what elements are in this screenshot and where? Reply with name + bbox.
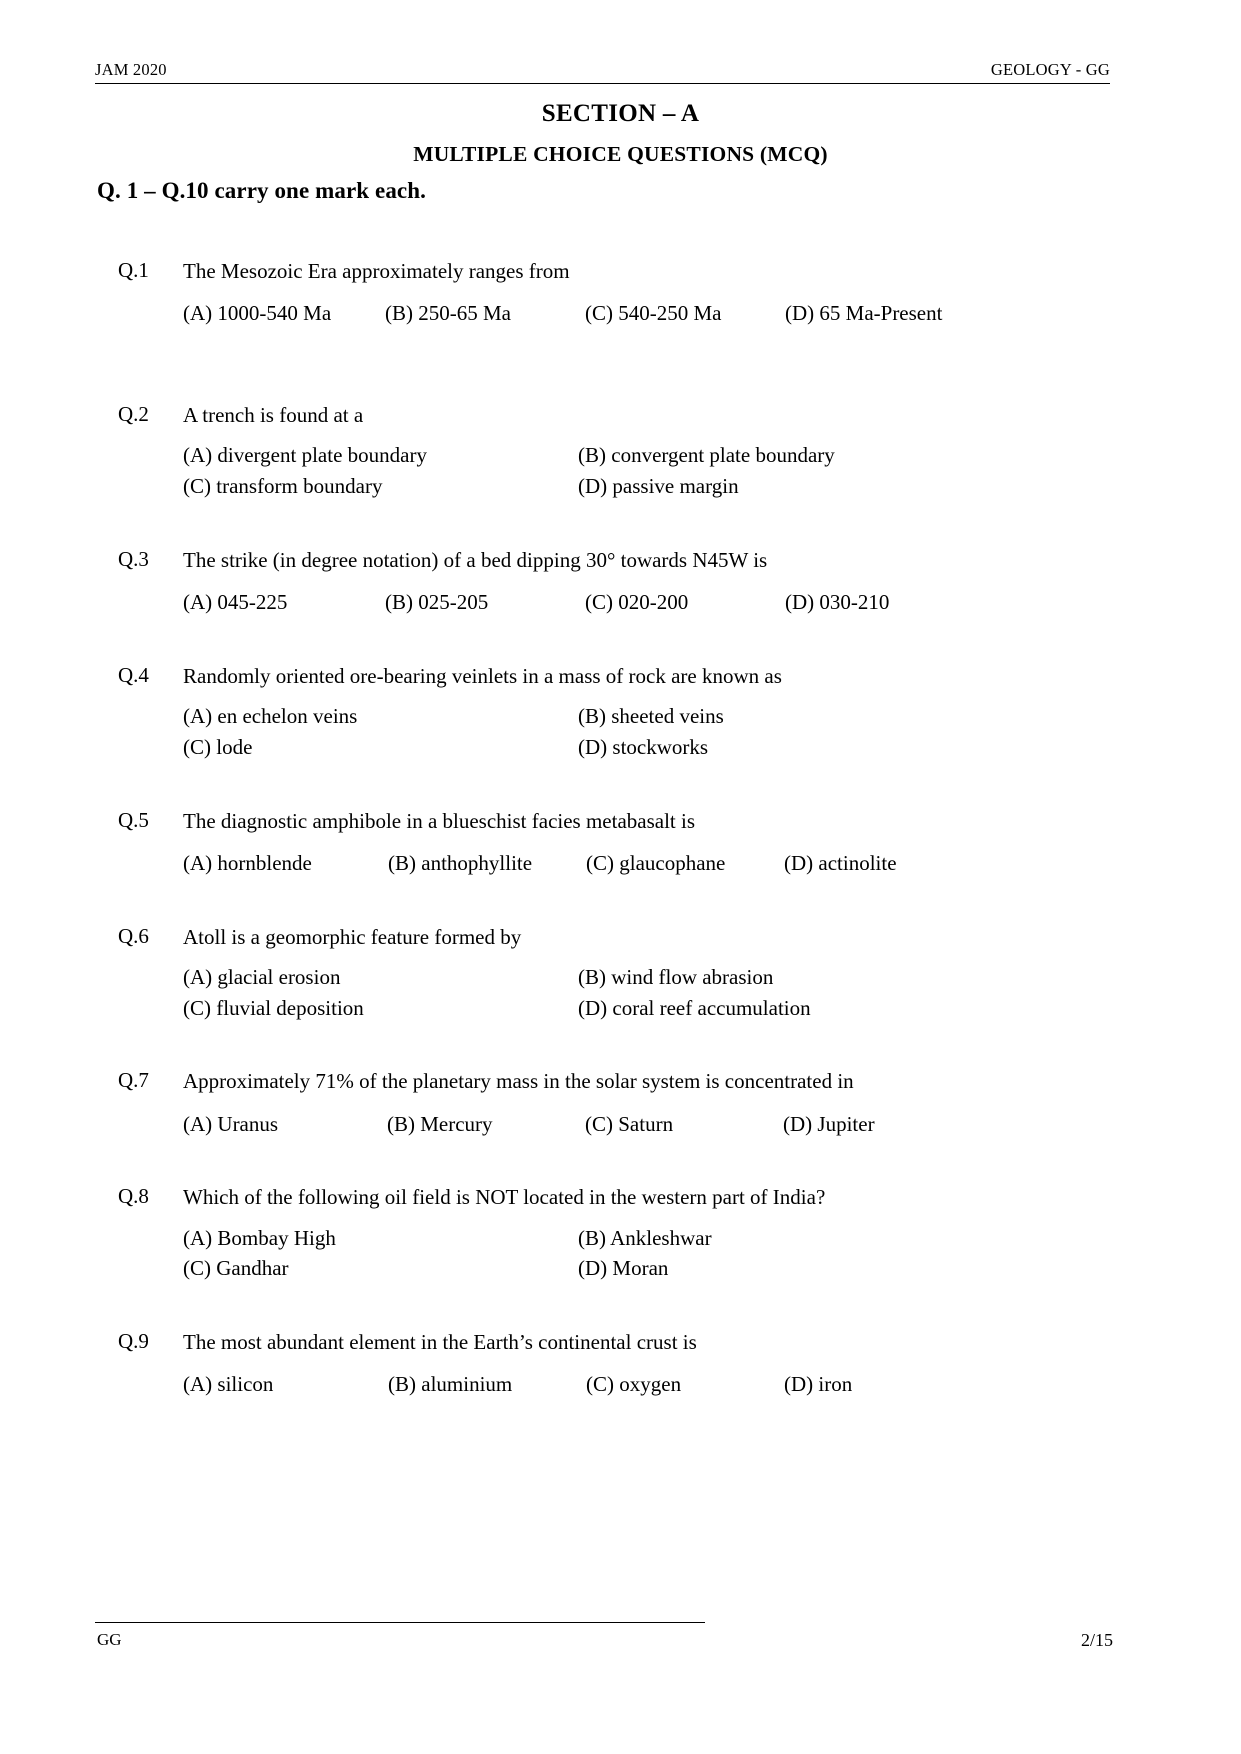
footer-subject-code: GG [97, 1630, 122, 1649]
option-d[interactable]: (D) iron [784, 1372, 853, 1397]
question-number: Q.9 [118, 1329, 149, 1353]
header-exam-name: JAM 2020 [95, 60, 167, 79]
option-group [183, 850, 1241, 878]
option-b[interactable]: (B) 025-205 [385, 590, 489, 615]
question-item [0, 663, 1241, 762]
option-b[interactable]: (B) wind flow abrasion [578, 964, 774, 989]
option-c[interactable]: (C) glaucophane [586, 850, 726, 875]
option-a[interactable]: (A) hornblende [183, 850, 312, 875]
footer-divider [95, 1622, 705, 1623]
option-b[interactable]: (B) anthophyllite [388, 850, 533, 875]
question-text: The most abundant element in the Earth’s continental crust is [183, 1330, 697, 1354]
option-b[interactable]: (B) Mercury [387, 1111, 493, 1136]
option-group [183, 1225, 1241, 1283]
option-c[interactable]: (C) lode [183, 734, 253, 759]
option-group [183, 442, 1241, 500]
question-item [0, 1329, 1241, 1399]
question-text: Randomly oriented ore-bearing veinlets in a mass of rock are known as [183, 663, 782, 688]
option-b[interactable]: (B) convergent plate boundary [578, 443, 835, 468]
question-text: The diagnostic amphibole in a blueschist facies metabasalt is [183, 808, 696, 833]
option-b[interactable]: (B) sheeted veins [578, 704, 724, 729]
question-number: Q.3 [118, 546, 149, 571]
question-number: Q.1 [118, 258, 149, 282]
question-number: Q.7 [118, 1068, 149, 1093]
option-a[interactable]: (A) glacial erosion [183, 964, 341, 989]
question-number: Q.2 [118, 402, 149, 427]
option-c[interactable]: (C) fluvial deposition [183, 995, 364, 1020]
option-a[interactable]: (A) 1000-540 Ma [183, 301, 332, 326]
option-d[interactable]: (D) coral reef accumulation [578, 995, 811, 1020]
question-item [0, 1184, 1241, 1283]
option-b[interactable]: (B) aluminium [388, 1372, 513, 1397]
spacer [0, 878, 1241, 924]
question-text: Atoll is a geomorphic feature formed by [183, 924, 522, 949]
question-number: Q.4 [118, 662, 149, 687]
spacer [0, 762, 1241, 808]
subsection-title: MULTIPLE CHOICE QUESTIONS (MCQ) [413, 142, 828, 166]
option-c[interactable]: (C) transform boundary [183, 474, 383, 499]
option-a[interactable]: (A) 045-225 [183, 590, 288, 615]
page-running-header [95, 60, 1110, 84]
option-c[interactable]: (C) oxygen [586, 1372, 682, 1397]
question-item [0, 258, 1241, 328]
question-text: Which of the following oil field is NOT located in the western part of India? [183, 1185, 826, 1210]
marks-instruction: Q. 1 – Q.10 carry one mark each. [97, 178, 426, 203]
spacer [0, 1022, 1241, 1068]
option-a[interactable]: (A) en echelon veins [183, 704, 358, 729]
question-number: Q.8 [118, 1184, 149, 1209]
question-item [0, 924, 1241, 1023]
option-group [183, 703, 1241, 761]
option-d[interactable]: (D) actinolite [784, 850, 897, 875]
question-item [0, 402, 1241, 501]
option-c[interactable]: (C) 540-250 Ma [585, 301, 722, 326]
section-title: SECTION – A [541, 100, 700, 127]
option-d[interactable]: (D) 030-210 [785, 590, 890, 615]
option-c[interactable]: (C) 020-200 [585, 590, 689, 615]
footer-page-number: 2/15 [1080, 1630, 1113, 1650]
option-group [183, 1111, 1241, 1139]
option-d[interactable]: (D) 65 Ma-Present [785, 301, 943, 326]
spacer [0, 501, 1241, 547]
option-c[interactable]: (C) Saturn [585, 1111, 674, 1136]
question-text: The strike (in degree notation) of a bed dipping 30° towards N45W is [183, 547, 768, 572]
option-c[interactable]: (C) Gandhar [183, 1256, 289, 1281]
option-group [183, 964, 1241, 1022]
question-item [0, 1068, 1241, 1138]
option-group [183, 300, 1241, 328]
question-text: Approximately 71% of the planetary mass in the solar system is concentrated in [183, 1069, 854, 1094]
option-d[interactable]: (D) passive margin [578, 474, 739, 499]
question-text: The Mesozoic Era approximately ranges from [183, 259, 570, 283]
option-b[interactable]: (B) Ankleshwar [578, 1225, 712, 1250]
option-d[interactable]: (D) Jupiter [783, 1111, 875, 1136]
option-d[interactable]: (D) stockworks [578, 734, 709, 759]
question-number: Q.5 [118, 807, 149, 832]
spacer [0, 1283, 1241, 1329]
header-subject-code: GEOLOGY - GG [990, 60, 1110, 79]
question-text: A trench is found at a [183, 403, 364, 428]
spacer [0, 617, 1241, 663]
question-item [0, 547, 1241, 617]
option-b[interactable]: (B) 250-65 Ma [385, 301, 511, 326]
option-a[interactable]: (A) Uranus [183, 1111, 279, 1136]
option-d[interactable]: (D) Moran [578, 1256, 669, 1281]
question-number: Q.6 [118, 923, 149, 948]
option-group [183, 1371, 1241, 1399]
option-a[interactable]: (A) silicon [183, 1372, 274, 1397]
option-group [183, 589, 1241, 617]
spacer [0, 1138, 1241, 1184]
option-a[interactable]: (A) divergent plate boundary [183, 443, 427, 468]
question-list [0, 258, 1241, 1399]
option-a[interactable]: (A) Bombay High [183, 1225, 336, 1250]
spacer [0, 328, 1241, 402]
question-item [0, 808, 1241, 878]
